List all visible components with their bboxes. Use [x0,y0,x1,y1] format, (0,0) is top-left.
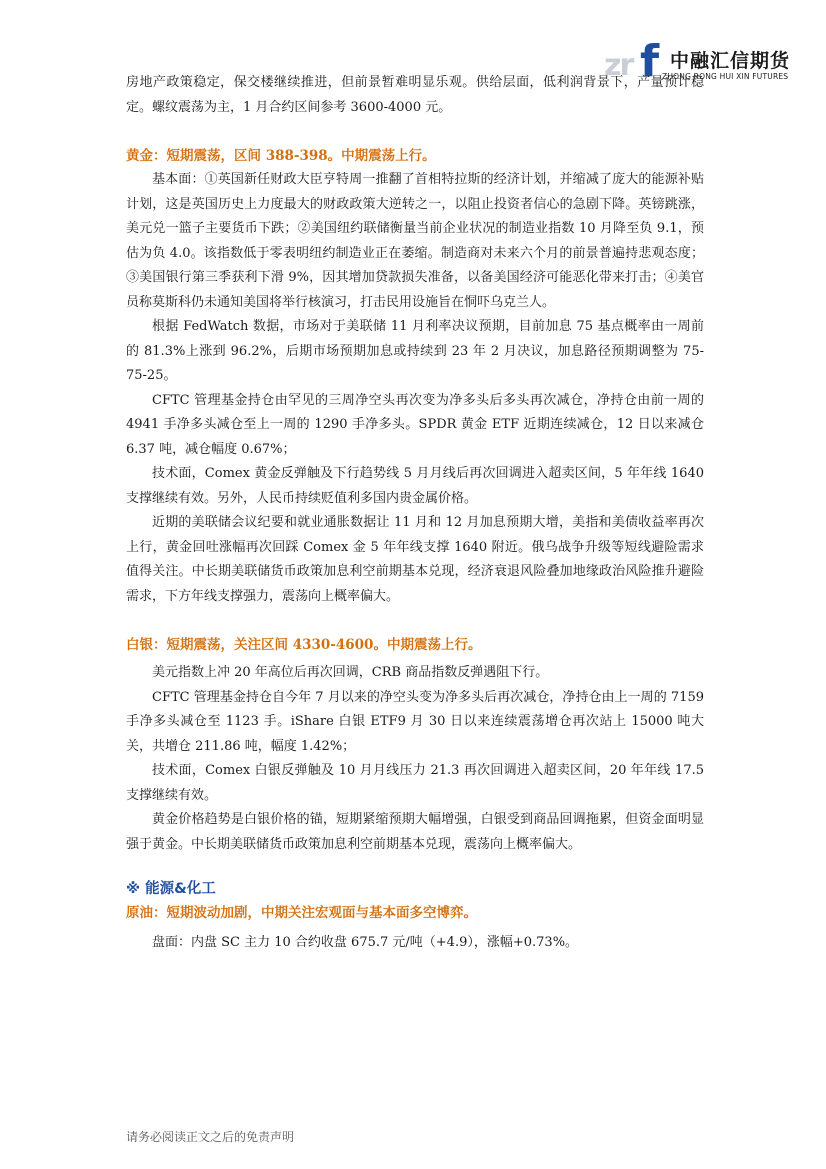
gold-cftc-paragraph: CFTC 管理基金持仓由罕见的三周净空头再次变为净多头后多头再次减仓，净持仓由前一周的 4941 手净多头减仓至上一周的 1290 手净多头。SPDR 黄金 ETF 近期连续减仓，12 日以来减仓 6.37 吨，减仓幅度 0.67%； [126,392,704,457]
gold-technical-paragraph: 技术面，Comex 黄金反弹触及下行趋势线 5 月月线后再次回调进入超卖区间，5 年年线 1640 支撑继续有效。另外，人民币持续贬值利多国内贵金属价格。 [126,466,704,506]
logo-name: 中融汇信期货 [670,50,791,72]
silver-outlook-paragraph: 黄金价格趋势是白银价格的锚，短期紧缩预期大幅增强，白银受到商品回调拖累，但资金面明显强于黄金。中长期美联储货币政策加息利空前期基本兑现，震荡向上概率偏大。 [126,812,704,852]
logo-name-en: ZHONG RONG HUI XIN FUTURES [662,72,789,81]
logo-mark: zr [604,48,633,83]
section-title-energy-chemicals: ※ 能源&化工 [126,881,216,897]
gold-fedwatch-paragraph: 根据 FedWatch 数据，市场对于美联储 11 月利率决议预期，目前加息 75 基点概率由一周前的 81.3%上涨到 96.2%，后期市场预期加息或持续到 23 年 2 月决议，加息路径预期调整为 75-75-25。 [126,319,704,383]
gold-outlook-paragraph: 近期的美联储会议纪要和就业通胀数据让 11 月和 12 月加息预期大增，美指和美债收益率再次上行，黄金回吐涨幅再次回踩 Comex 金 5 年年线支撑 1640 附近。俄乌战争升级等短线避险需求值得关注。中长期美联储货币政策加息利空前期基本兑现，经济衰退风险叠加地缘政治风险推升避险需求，下方年线支撑强力，震荡向上概率偏大。 [126,515,704,604]
report-body [126,71,704,956]
crude-oil-heading: 原油：短期波动加剧，中期关注宏观面与基本面多空博弈。 [126,905,477,921]
crude-oil-market-paragraph: 盘面：内盘 SC 主力 10 合约收盘 675.7 元/吨（+4.9），涨幅+0.73%。 [152,935,579,950]
silver-heading: 白银：短期震荡，关注区间 4330-4600。中期震荡上行。 [126,637,482,653]
logo-letter: f [640,36,660,87]
silver-dollar-paragraph: 美元指数上冲 20 年高位后再次回调，CRB 商品指数反弹遇阻下行。 [152,665,549,680]
silver-cftc-paragraph: CFTC 管理基金持仓自今年 7 月以来的净空头变为净多头后再次减仓，净持仓由上一周的 7159 手净多头减仓至 1123 手。iShare 白银 ETF9 月 30 日以来连续震荡增仓再次站上 15000 吨大关，共增仓 211.86 吨，幅度 1.42%； [126,689,704,754]
gold-heading: 黄金：短期震荡，区间 388-398。中期震荡上行。 [126,148,436,164]
rebar-conclusion-paragraph: 房地产政策稳定，保交楼继续推进，但前景暂难明显乐观。供给层面，低利润背景下，产量预计稳定。螺纹震荡为主，1 月合约区间参考 3600-4000 元。 [126,75,704,115]
gold-fundamentals-paragraph: 基本面：①英国新任财政大臣亨特周一推翻了首相特拉斯的经济计划，并缩减了庞大的能源补贴计划，这是英国历史上力度最大的财政政策大逆转之一，以阻止投资者信心的急剧下降。英镑跳涨，美元兑一篮子主要货币下跌；②美国纽约联储衡量当前企业状况的制造业指数 10 月降至负 9.1，预估为负 4.0。该指数低于零表明纽约制造业正在萎缩。制造商对未来六个月的前景普遍持悲观态度；③美国银行第三季获利下滑 9%，因其增加贷款损失准备，以备美国经济可能恶化带来打击；④美官员称莫斯科仍未通知美国将举行核演习，打击民用设施旨在恫吓乌克兰人。 [126,172,704,310]
silver-technical-paragraph: 技术面，Comex 白银反弹触及 10 月月线压力 21.3 再次回调进入超卖区间，20 年年线 17.5 支撑继续有效。 [126,763,704,803]
footer-disclaimer: 请务必阅读正文之后的免责声明 [126,1130,295,1144]
